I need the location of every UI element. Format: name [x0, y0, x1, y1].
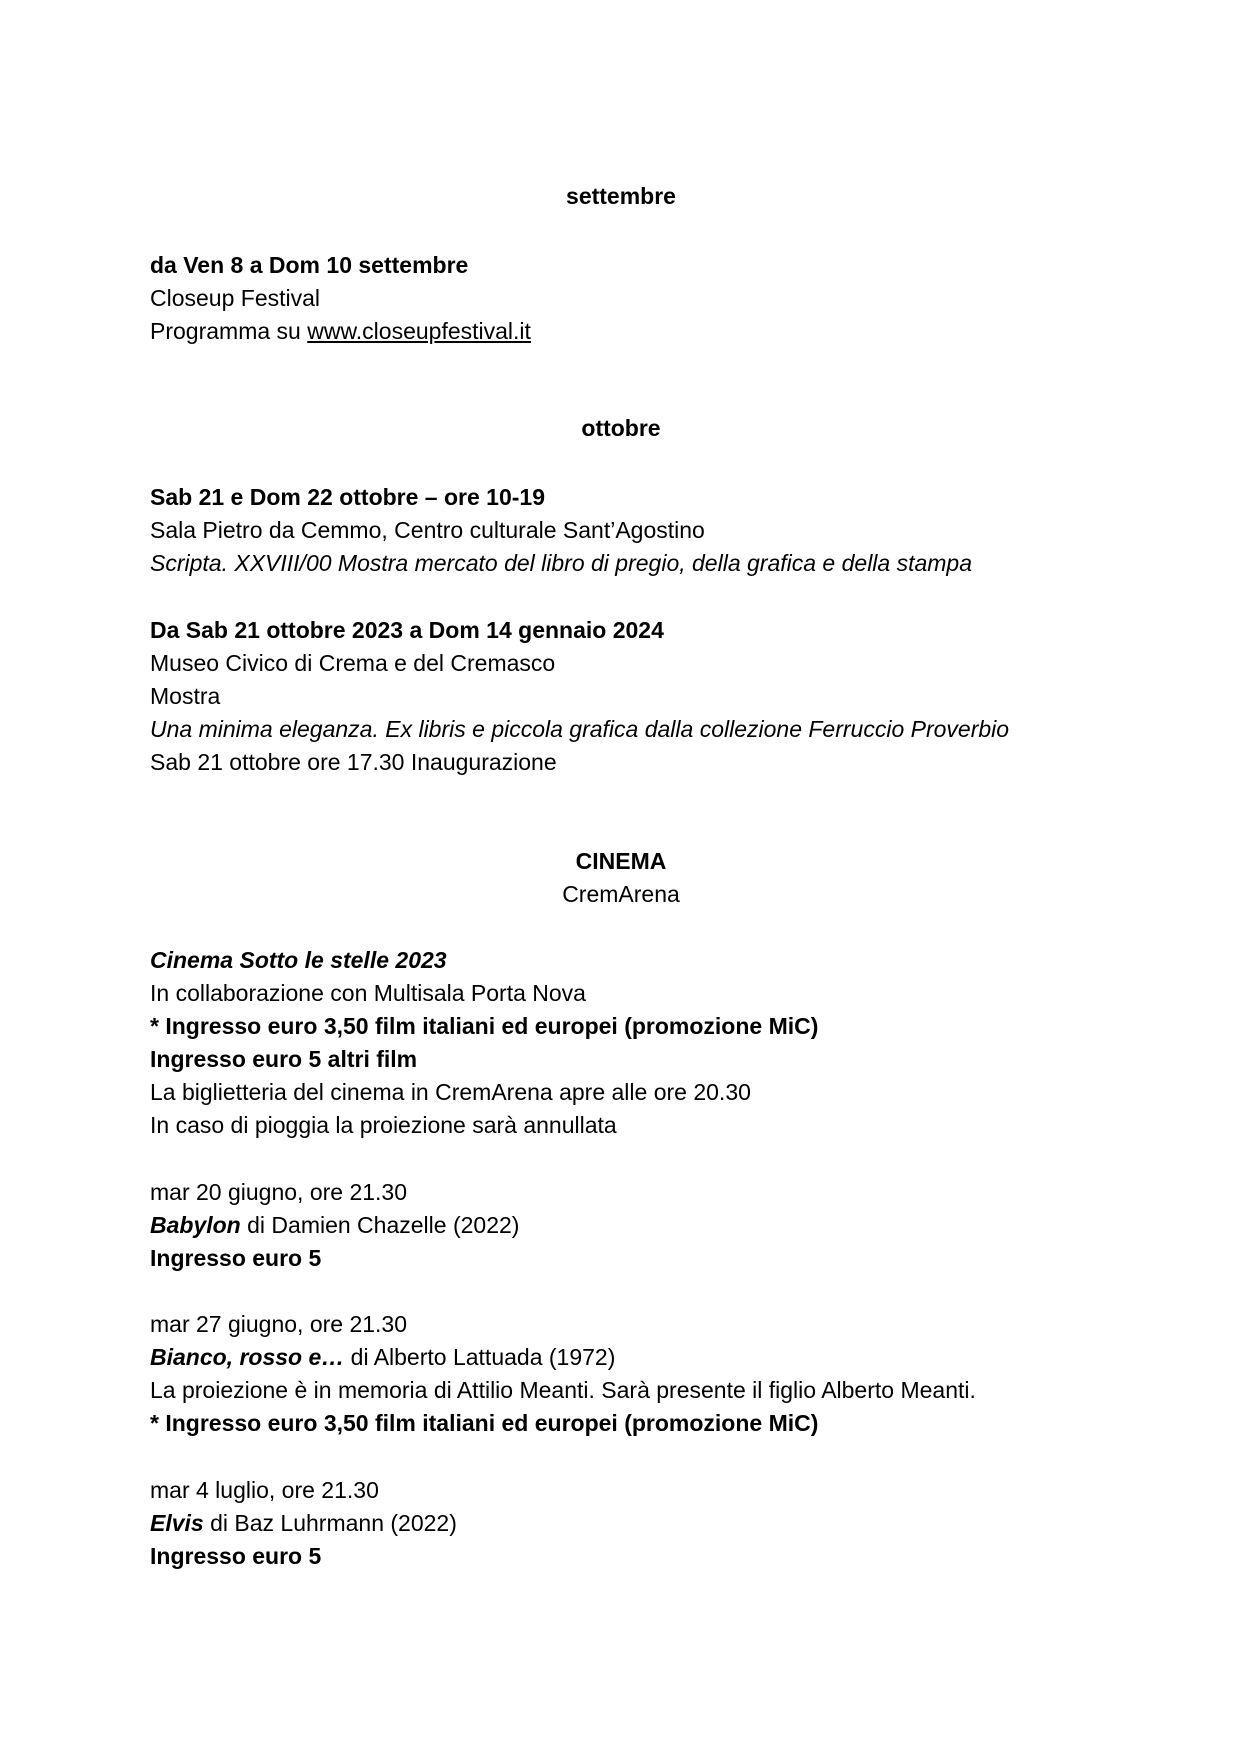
event-mostra-ex-libris — [150, 614, 1009, 779]
event-type: Mostra — [150, 683, 221, 709]
series-title: Cinema Sotto le stelle 2023 — [150, 947, 447, 973]
screening-price: * Ingresso euro 3,50 film italiani ed europei (promozione MiC) — [150, 1410, 819, 1436]
section-heading-settembre: settembre — [566, 183, 676, 209]
screening-when: mar 4 luglio, ore 21.30 — [150, 1477, 379, 1503]
event-program — [150, 315, 531, 348]
screening-film-line — [150, 1341, 976, 1374]
event-title: Scripta. XXVIII/00 Mostra mercato del libro di pregio, della grafica e della stampa — [150, 550, 973, 576]
event-date: Da Sab 21 ottobre 2023 a Dom 14 gennaio 2024 — [150, 617, 664, 643]
rain-note: In caso di pioggia la proiezione sarà annullata — [150, 1112, 617, 1138]
screening-elvis — [150, 1474, 457, 1573]
event-date: da Ven 8 a Dom 10 settembre — [150, 252, 469, 278]
section-subheading-cremarena: CremArena — [562, 881, 680, 907]
screening-film-line — [150, 1209, 519, 1242]
box-office-note: La biglietteria del cinema in CremArena apre alle ore 20.30 — [150, 1079, 751, 1105]
cinema-info — [150, 944, 818, 1142]
event-scripta — [150, 481, 972, 580]
film-director: di Baz Luhrmann (2022) — [203, 1510, 457, 1536]
program-link[interactable]: www.closeupfestival.it — [307, 318, 531, 344]
price-other: Ingresso euro 5 altri film — [150, 1046, 418, 1072]
screening-film-line — [150, 1507, 457, 1540]
screening-price: Ingresso euro 5 — [150, 1245, 322, 1271]
event-title: Una minima eleganza. Ex libris e piccola grafica dalla collezione Ferruccio Proverbio — [150, 716, 1010, 742]
event-closeup-festival — [150, 249, 531, 348]
event-opening: Sab 21 ottobre ore 17.30 Inaugurazione — [150, 749, 557, 775]
screening-babylon — [150, 1176, 519, 1275]
film-title: Babylon — [150, 1212, 241, 1238]
film-director: di Alberto Lattuada (1972) — [344, 1344, 616, 1370]
screening-when: mar 20 giugno, ore 21.30 — [150, 1179, 408, 1205]
collaboration-note: In collaborazione con Multisala Porta Nova — [150, 980, 586, 1006]
event-venue: Sala Pietro da Cemmo, Centro culturale Sant’Agostino — [150, 517, 705, 543]
event-venue: Museo Civico di Crema e del Cremasco — [150, 650, 556, 676]
screening-price: Ingresso euro 5 — [150, 1543, 322, 1569]
film-title: Bianco, rosso e… — [150, 1344, 345, 1370]
event-title: Closeup Festival — [150, 285, 321, 311]
price-promo: * Ingresso euro 3,50 film italiani ed europei (promozione MiC) — [150, 1013, 819, 1039]
section-heading-cinema: CINEMA — [575, 848, 667, 874]
event-date: Sab 21 e Dom 22 ottobre – ore 10-19 — [150, 484, 545, 510]
section-heading-ottobre: ottobre — [581, 415, 661, 441]
screening-bianco-rosso — [150, 1308, 976, 1440]
screening-when: mar 27 giugno, ore 21.30 — [150, 1311, 408, 1337]
film-director: di Damien Chazelle (2022) — [240, 1212, 520, 1238]
film-title: Elvis — [150, 1510, 204, 1536]
screening-note: La proiezione è in memoria di Attilio Meanti. Sarà presente il figlio Alberto Meanti. — [150, 1377, 976, 1403]
program-prefix: Programma su — [150, 318, 308, 344]
